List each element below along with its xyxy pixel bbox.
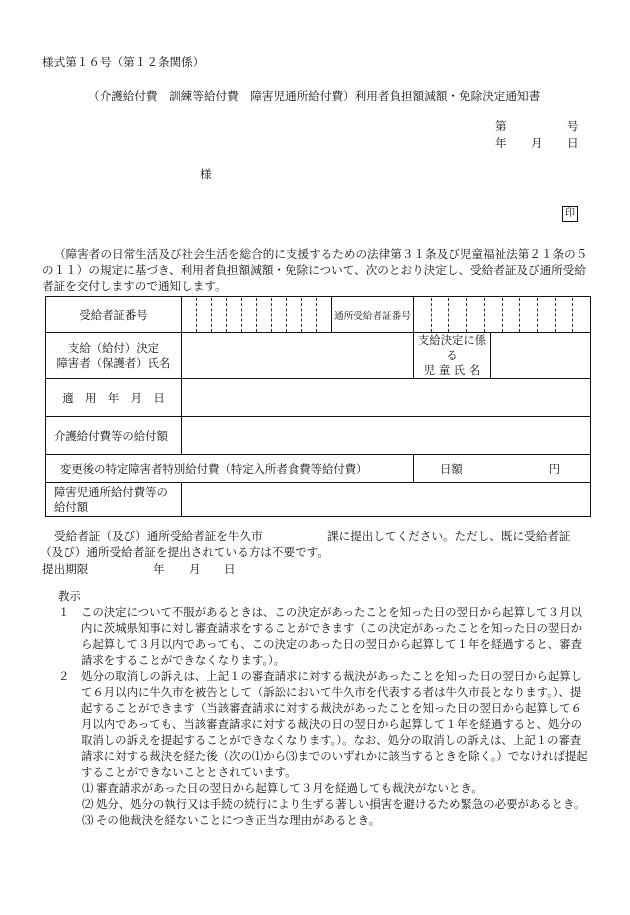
instruction-item-2-text: 処分の取消しの訴えは、上記１の審査請求に対する裁決があったことを知った日の翌日から起算して６月以内に牛久市を被告として（訴訟において牛久市を代表する者は牛久市長となります。）、提起することができます（当該審査請求に対する裁決があったことを知った日の翌日から起算して６月以内であっても、当該審査請求に対する裁決の日の翌日から起算して１年を経過すると、処分の取消しの訴えを提起することができなくなります。）。なお、処分の取消しの訴えは、上記１の審査請求に対する裁決を経た後（次の⑴から⑶までのいずれかに該当するときを除く。）でなければ提起することができないこととされています。 (81, 669, 588, 779)
child-day-benefit-field[interactable] (182, 483, 591, 517)
addressee-suffix: 様 (200, 167, 212, 181)
submission-line2: （及び）通所受給者証を提出されている方は不要です。 (40, 545, 329, 559)
yen-label: 円 (548, 461, 561, 476)
recipient-cert-digits[interactable] (182, 297, 332, 333)
child-name-label-l1: 支給決定に係る (417, 333, 487, 362)
instruction-item-2 (42, 668, 592, 780)
deadline-day: 日 (224, 562, 236, 576)
intro-paragraph: （障害者の日常生活及び社会生活を総合的に支援するための法律第３１条及び児童福祉法第２１条の５の１１）の規定に基づき、利用者負担額減額・免除について、次のとおり決定し、受給者証及び通所受給者証を交付しますので通知します。 (42, 247, 588, 293)
date-day: 日 (567, 136, 579, 150)
submission-line1-a: 受給者証（及び）通所受給者証を牛久市 (54, 529, 263, 543)
guardian-name-label (46, 333, 182, 379)
row-names (46, 333, 591, 379)
day-cert-label: 通所受給者証番号 (332, 297, 414, 333)
row-special-benefit (46, 455, 591, 483)
deadline-year: 年 (153, 562, 165, 576)
number-label-left: 第 (495, 119, 507, 133)
instruction-item-2-num: ２ (58, 669, 70, 683)
decision-table (45, 296, 591, 517)
day-cert-digits[interactable] (414, 297, 591, 333)
instruction-sub-3-num: ⑶ (82, 813, 94, 827)
instruction-item-1-text: この決定について不服があるときは、この決定があったことを知った日の翌日から起算して３月以内に茨城県知事に対し審査請求をすることができます（この決定があったことを知った日の翌日から起算して３月以内であっても、この決定のあった日の翌日から起算して１年を経過すると、審査請求をすることができなくなります。）。 (81, 605, 583, 667)
care-benefit-label: 介護給付費等の給付額 (46, 417, 182, 455)
instruction-item-1 (42, 604, 592, 668)
row-care-benefit (46, 417, 591, 455)
applicable-date-label: 適 用 年 月 日 (46, 379, 182, 417)
row-applicable-date (46, 379, 591, 417)
child-name-label-l2: 児 童 氏 名 (423, 363, 481, 377)
instruction-sub-1-text: 審査請求があった日の翌日から起算して３月を経過しても裁決がないとき。 (96, 781, 483, 795)
child-day-benefit-label-l1: 障害児通所給付費等の (54, 484, 168, 499)
child-name-field[interactable] (491, 333, 591, 379)
guardian-name-label-l2: 障害者（保護者）氏名 (56, 355, 171, 370)
instructions-heading: 教示 (58, 589, 81, 603)
instructions (42, 588, 592, 828)
number-label-right: 号 (567, 119, 579, 133)
instruction-sub-3 (42, 812, 592, 828)
special-benefit-label: 変更後の特定障害者特別給付費（特定入所者食費等給付費） (46, 455, 414, 483)
date-year: 年 (495, 136, 507, 150)
document-title: （介護給付費 訓練等給付費 障害児通所給付費）利用者負担額減額・免除決定通知書 (88, 89, 541, 103)
applicable-date-field[interactable] (182, 379, 591, 417)
recipient-cert-label: 受給者証番号 (46, 297, 182, 333)
instruction-sub-1-num: ⑴ (82, 781, 94, 795)
child-name-label (414, 333, 491, 379)
instruction-sub-3-text: その他裁決を経ないことにつき正当な理由があるとき。 (96, 813, 381, 827)
submission-line1-b: 課に提出してください。ただし、既に受給者証 (327, 529, 571, 543)
seal-mark: 印 (562, 206, 578, 222)
child-day-benefit-label-l2: 給付額 (54, 499, 89, 514)
instruction-sub-2-text: 処分、処分の執行又は手続の続行により生ずる著しい損害を避けるため緊急の必要があるとき。 (96, 797, 586, 811)
row-cert-numbers (46, 297, 591, 333)
instruction-sub-2 (42, 796, 592, 812)
instruction-sub-1 (42, 780, 592, 796)
instruction-item-1-num: １ (58, 605, 70, 619)
special-benefit-field[interactable] (414, 455, 591, 483)
guardian-name-label-l1: 支給（給付）決定 (67, 340, 160, 355)
instruction-sub-2-num: ⑵ (82, 797, 94, 811)
guardian-name-field[interactable] (182, 333, 414, 379)
row-child-day-benefit (46, 483, 591, 517)
deadline-month: 月 (189, 562, 201, 576)
form-number: 様式第１６号（第１２条関係） (42, 55, 205, 69)
care-benefit-field[interactable] (182, 417, 591, 455)
date-month: 月 (531, 136, 543, 150)
deadline-label: 提出期限 (42, 562, 89, 576)
child-day-benefit-label (46, 483, 182, 517)
daily-amount-label: 日額 (440, 461, 463, 476)
